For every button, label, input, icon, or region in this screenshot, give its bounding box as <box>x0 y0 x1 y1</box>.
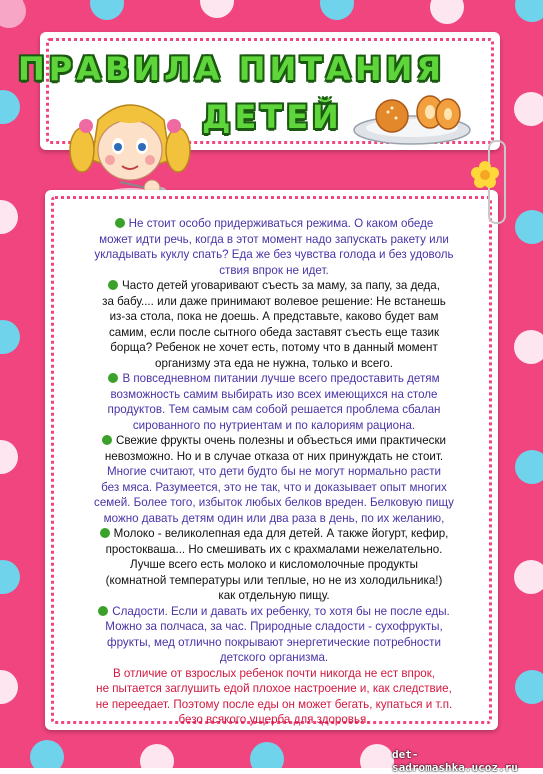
rule-paragraph <box>59 433 489 464</box>
rule-text: без мяса. Разумеется, это не так, что и доказывает опыт многих <box>101 480 447 494</box>
rule-text: не переедает. Поэтому после еды он может бегать, купаться и т.п. <box>95 697 453 711</box>
rule-text: возможность самим выбирать изо всех имеющихся на столе <box>110 387 438 401</box>
background-dot <box>514 330 543 364</box>
rule-paragraph <box>59 216 489 278</box>
background-dot <box>0 440 18 474</box>
rule-text: продуктов. Тем самым сам собой решается проблема сбалан <box>107 403 441 416</box>
rule-line <box>59 216 489 232</box>
rule-line <box>59 480 489 496</box>
background-dot <box>360 744 394 768</box>
rule-text: фрукты, мед отлично покрывают энергетические потребности <box>107 635 441 649</box>
green-bullet-icon <box>100 528 110 538</box>
rule-text: семей. Более того, избыток любых белков вреден. Белковую пищу <box>94 496 454 509</box>
rule-line <box>59 697 489 713</box>
rule-line <box>59 511 489 527</box>
rule-line <box>59 356 489 372</box>
rule-line <box>59 588 489 604</box>
site-url: det-sadromashka.ucoz.ru <box>392 748 518 774</box>
green-bullet-icon <box>115 218 125 228</box>
rule-line <box>59 325 489 341</box>
background-dot <box>515 0 543 22</box>
background-dot <box>0 670 18 704</box>
rule-text: простокваша... Но смешивать их с крахмалами нежелательно. <box>105 542 443 556</box>
title-line-1: ПРАВИЛА ПИТАНИЯ <box>18 50 446 88</box>
rule-text: Свежие фрукты очень полезны и объесться ими практически <box>115 434 447 447</box>
rule-text: невозможно. Но и в случае отказа от них принуждать не стоит. <box>104 449 444 463</box>
rule-paragraph <box>59 371 489 433</box>
rule-text: В отличие от взрослых ребенок почти никогда не ест впрок, <box>112 666 436 680</box>
rule-line <box>59 650 489 666</box>
rule-line <box>59 402 489 418</box>
rule-paragraph <box>59 604 489 666</box>
rule-text: Многие считают, что дети будто бы не могут нормально расти <box>106 465 442 478</box>
background-dot <box>0 320 20 354</box>
background-dot <box>514 92 543 126</box>
rule-paragraph <box>59 464 489 526</box>
rule-line <box>59 371 489 387</box>
background-dot <box>320 0 354 20</box>
rule-line <box>59 557 489 573</box>
green-bullet-icon <box>108 280 118 290</box>
rule-text: Лучше всего есть молоко и кисломолочные продукты <box>129 558 419 571</box>
rule-line <box>59 232 489 248</box>
rule-text: ствия впрок не идет. <box>219 263 329 277</box>
rule-line <box>59 495 489 511</box>
background-dot <box>0 90 20 124</box>
rule-line <box>59 619 489 635</box>
rule-line <box>59 666 489 682</box>
background-dot <box>515 210 543 244</box>
rule-text: безо всякого ущерба для здоровья. <box>178 713 370 726</box>
rule-text: самим, если после сытного обеда заставят съесть еще тазик <box>108 325 440 339</box>
background-dot <box>90 0 124 20</box>
rule-text: сированного по нутриентам и по калориям рациона. <box>132 418 416 432</box>
rules-card <box>45 190 498 730</box>
rule-line <box>59 309 489 325</box>
rule-text: Сладости. Если и давать их ребенку, то хотя бы не после еды. <box>112 604 450 618</box>
rule-text: организму эта еда не нужна, только и всего. <box>155 356 393 370</box>
rule-text: Молоко - великолепная еда для детей. А также йогурт, кефир, <box>113 527 449 540</box>
rule-text: борща? Ребенок не хочет есть, потому что в данный момент <box>110 341 438 354</box>
rule-line <box>59 681 489 697</box>
green-bullet-icon <box>108 373 118 383</box>
flower-icon <box>470 160 500 190</box>
buns-plate-illustration <box>352 88 472 146</box>
rule-text: укладывать куклу спать? Еда же без чувства голода и без удоволь <box>94 248 454 261</box>
rule-line <box>59 635 489 651</box>
rule-text: за бабу.... или даже принимают волевое решение: Не встанешь <box>102 294 446 308</box>
background-dot <box>0 200 18 234</box>
rule-text: Не стоит особо придерживаться режима. О каком обеде <box>128 217 434 230</box>
background-dot <box>140 744 174 768</box>
rule-line <box>59 340 489 356</box>
rule-text: можно давать детям один или два раза в день, по их желанию, <box>103 511 445 525</box>
rule-line <box>59 712 489 728</box>
green-bullet-icon <box>98 606 108 616</box>
rules-text <box>59 216 489 728</box>
rule-paragraph <box>59 278 489 371</box>
rule-text: как отдельную пищу. <box>218 589 330 602</box>
rule-line <box>59 433 489 449</box>
background-dot <box>0 0 26 28</box>
rule-text: В повседневном питании лучше всего предоставить детям <box>122 372 440 385</box>
rule-line <box>59 573 489 589</box>
rule-text: из-за стола, пока не доешь. А представьте, каково будет вам <box>109 310 439 323</box>
rule-text: не пытается заглушить едой плохое настроение и, как следствие, <box>96 682 452 695</box>
background-dot <box>0 560 20 594</box>
rule-paragraph <box>59 666 489 728</box>
green-bullet-icon <box>102 435 112 445</box>
rule-line <box>59 278 489 294</box>
background-dot <box>514 560 543 594</box>
rule-line <box>59 387 489 403</box>
rule-text: может идти речь, когда в этот момент надо запускать ракету или <box>99 232 449 246</box>
background-dot <box>250 742 284 768</box>
background-dot <box>200 0 234 18</box>
background-dot <box>30 740 64 768</box>
rule-text: Можно за полчаса, за час. Природные сладости - сухофрукты, <box>105 620 443 633</box>
title-line-2: ДЕТЕЙ <box>202 98 343 136</box>
rule-line <box>59 542 489 558</box>
rule-text: Часто детей уговаривают съесть за маму, за папу, за деда, <box>122 279 440 292</box>
rule-paragraph <box>59 526 489 604</box>
rule-line <box>59 464 489 480</box>
rule-line <box>59 247 489 263</box>
rule-line <box>59 263 489 279</box>
rule-line <box>59 418 489 434</box>
background-dot <box>430 0 464 24</box>
rule-text: детского организма. <box>219 651 329 664</box>
rule-line <box>59 294 489 310</box>
rule-text: (комнатной температуры или теплые, но не из холодильника!) <box>105 573 443 587</box>
background-dot <box>515 450 543 484</box>
rule-line <box>59 449 489 465</box>
rule-line <box>59 604 489 620</box>
rule-line <box>59 526 489 542</box>
background-dot <box>515 670 543 704</box>
